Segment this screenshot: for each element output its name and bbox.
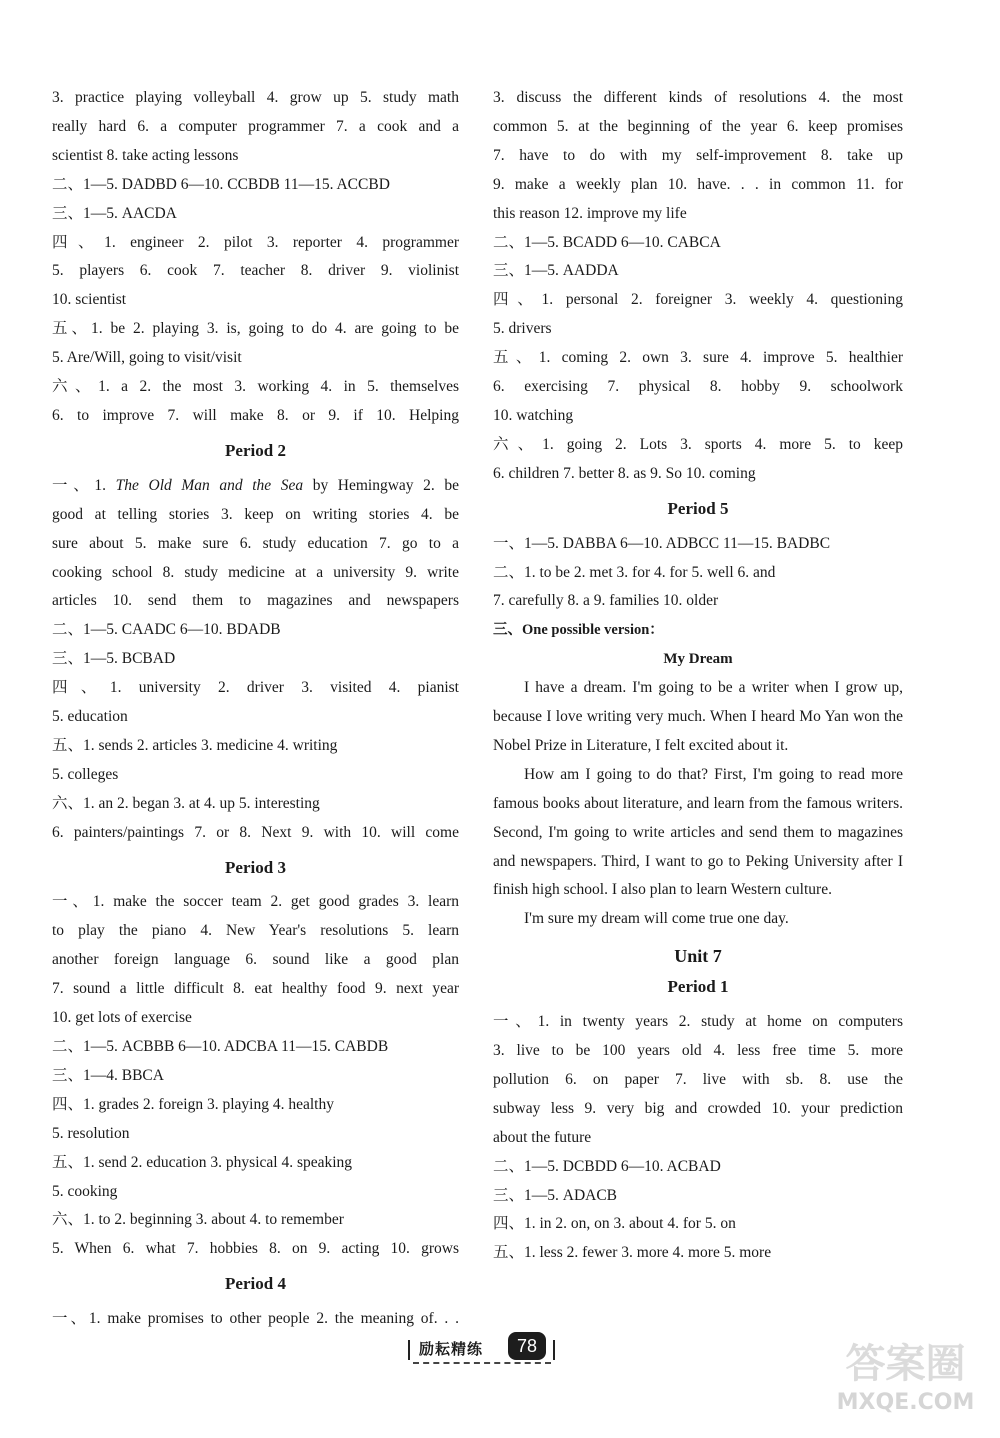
footer-dashed-rule — [413, 1362, 551, 1364]
answer-line: 四、1. in 2. on, on 3. about 4. for 5. on — [493, 1215, 736, 1233]
unit-7-heading: Unit 7 — [674, 946, 722, 967]
period-2-first-line: 一、1. The Old Man and the Sea by Hemingway 2. be — [52, 476, 459, 494]
answer-line: 5. Are/Will, going to visit/visit — [52, 349, 242, 367]
footer-brand: 励耘精练 — [419, 1340, 484, 1358]
answer-line: 3. live to be 100 years old 4. less free time 5. more — [493, 1042, 903, 1059]
essay-paragraph-2: How am I going to do that? First, I'm going to read more famous books about literature, and learn from the famous writers. Second, I'm going to write articles and send them to magazines and newspapers. Third, I want to go to Peking University after I finish high school. I also plan to learn Western culture. — [493, 765, 903, 899]
period-5-block — [493, 530, 903, 617]
watermark-cn: 答案圈 — [845, 1341, 966, 1387]
answer-line: 三、1—5. BCBAD — [52, 650, 176, 668]
answer-line: this reason 12. improve my life — [493, 204, 687, 222]
answer-line: 6. to improve 7. will make 8. or 9. if 10. Helping — [52, 406, 459, 424]
answer-line: 三、1—5. ADACB — [493, 1186, 618, 1204]
answer-line: 6. children 7. better 8. as 9. So 10. coming — [493, 464, 756, 482]
essay-paragraph-1: I have a dream. I'm going to be a writer when I grow up, because I love writing very much. When I heard Mo Yan won the Nobel Prize in Literature, I felt excited about it. — [493, 679, 903, 754]
watermark-url: MXQE.COM — [836, 1390, 975, 1415]
answer-line: 10. scientist — [52, 291, 127, 309]
answer-line: sure about 5. make sure 6. study education 7. go to a — [52, 534, 459, 552]
answer-line: 5. resolution — [52, 1124, 130, 1142]
answer-line: about the future — [493, 1128, 592, 1146]
answer-line: 5. colleges — [52, 765, 119, 783]
footer-left-bar — [408, 1340, 410, 1360]
answer-line: 二、1—5. BCADD 6—10. CABCA — [493, 233, 721, 251]
answer-line: 一、1—5. DABBA 6—10. ADBCC 11—15. BADBC — [493, 534, 831, 552]
answer-line: 四、1. grades 2. foreign 3. playing 4. healthy — [52, 1095, 334, 1113]
answer-line: 6. exercising 7. physical 8. hobby 9. schoolwork — [493, 378, 903, 396]
period-2-heading: Period 2 — [225, 440, 286, 460]
right-column — [493, 84, 903, 1268]
answer-line: 5. drivers — [493, 320, 552, 338]
answer-line: 五、1. send 2. education 3. physical 4. speaking — [52, 1153, 353, 1171]
period-3-heading: Period 3 — [225, 857, 286, 877]
answer-line: 5. When 6. what 7. hobbies 8. on 9. acting 10. grows — [52, 1240, 459, 1258]
answer-line: 二、1—5. DADBD 6—10. CCBDB 11—15. ACCBD — [52, 175, 390, 193]
period-3-block — [52, 888, 459, 1264]
answer-line: 6. painters/paintings 7. or 8. Next 9. with 10. will come — [52, 823, 459, 841]
watermark-logo — [818, 1330, 993, 1430]
left-top-block — [52, 84, 459, 431]
answer-line: 二、1—5. ACBBB 6—10. ADCBA 11—15. CABDB — [52, 1038, 389, 1055]
answer-line: 四、1. personal 2. foreigner 3. weekly 4. questioning — [493, 291, 903, 309]
answer-line: 六、1. to 2. beginning 3. about 4. to remember — [52, 1211, 344, 1229]
answer-line: subway less 9. very big and crowded 10. your prediction — [493, 1099, 903, 1117]
period-2-block — [52, 501, 459, 848]
essay-title: My Dream — [663, 651, 733, 668]
answer-line: 一、1. in twenty years 2. study at home on computers — [493, 1013, 903, 1031]
answer-line: pollution 6. on paper 7. live with sb. 8. use the — [493, 1070, 903, 1088]
answer-line: 三、1—5. AACDA — [52, 204, 177, 222]
page-footer — [405, 1322, 565, 1372]
answer-line: 六、1. going 2. Lots 3. sports 4. more 5. to keep — [493, 435, 903, 453]
book-title: The Old Man and the Sea — [115, 476, 304, 494]
left-column — [52, 84, 459, 1334]
period-5-heading: Period 5 — [667, 498, 729, 518]
answer-line: 六、1. an 2. began 3. at 4. up 5. interesting — [52, 794, 320, 812]
answer-line: 二、1—5. CAADC 6—10. BDADB — [52, 621, 281, 639]
answer-line: scientist 8. take acting lessons — [52, 146, 239, 164]
answer-line: really hard 6. a computer programmer 7. a cook and a — [52, 117, 459, 135]
answer-line: 9. make a weekly plan 10. have. . . in common 11. for — [493, 175, 903, 193]
answer-line: 五、1. be 2. playing 3. is, going to do 4. are going to be — [52, 320, 459, 338]
answer-line: 五、1. sends 2. articles 3. medicine 4. writing — [52, 736, 338, 754]
answer-line: 7. have to do with my self-improvement 8. take up — [493, 146, 903, 164]
unit-7-period-1-heading: Period 1 — [667, 977, 729, 997]
right-top-block — [493, 84, 903, 489]
answer-line: another foreign language 6. sound like a good plan — [52, 951, 459, 969]
answer-line: to play the piano 4. New Year's resolutions 5. learn — [52, 922, 459, 940]
answer-line: good at telling stories 3. keep on writing stories 4. be — [52, 505, 459, 523]
footer-right-bar — [553, 1340, 555, 1360]
answer-line: 五、1. less 2. fewer 3. more 4. more 5. more — [493, 1244, 772, 1262]
answer-line: common 5. at the beginning of the year 6. keep promises — [493, 117, 903, 135]
answer-line: 一、1. make promises to other people 2. the meaning of. . . — [52, 1310, 459, 1328]
answer-line: 三、1—4. BBCA — [52, 1066, 164, 1084]
answer-line: 5. cooking — [52, 1182, 118, 1200]
answer-line: 5. players 6. cook 7. teacher 8. driver 9. violinist — [52, 262, 459, 280]
answer-line: cooking school 8. study medicine at a university 9. write — [52, 563, 459, 581]
answer-line: 10. get lots of exercise — [52, 1009, 192, 1027]
answer-line: 5. education — [52, 708, 128, 726]
period-4-block — [52, 1305, 459, 1334]
answer-line: 3. discuss the different kinds of resolutions 4. the most — [493, 89, 903, 106]
answer-line: 7. sound a little difficult 8. eat healthy food 9. next year — [52, 980, 459, 998]
answer-line: 二、1—5. DCBDD 6—10. ACBAD — [493, 1157, 721, 1175]
answer-line: 四、1. engineer 2. pilot 3. reporter 4. programmer — [52, 233, 459, 251]
answer-line: 四、1. university 2. driver 3. visited 4. pianist — [52, 679, 459, 697]
answer-line: 二、1. to be 2. met 3. for 4. for 5. well 6. and — [493, 563, 776, 581]
version-label: 三、One possible version： — [493, 622, 664, 639]
answer-line: 六、1. a 2. the most 3. working 4. in 5. themselves — [52, 378, 459, 396]
unit-7-block — [493, 1008, 903, 1268]
period-4-heading: Period 4 — [225, 1274, 286, 1294]
answer-line: 三、1—5. AADDA — [493, 262, 619, 280]
answer-line: 一、1. make the soccer team 2. get good grades 3. learn — [52, 893, 459, 911]
answer-line: 五、1. coming 2. own 3. sure 4. improve 5. healthier — [493, 349, 903, 367]
answer-line: 3. practice playing volleyball 4. grow up 5. study math — [52, 89, 459, 106]
essay-paragraph-3: I'm sure my dream will come true one day. — [524, 910, 789, 928]
page-number-badge: 78 — [508, 1332, 546, 1360]
answer-line: 10. watching — [493, 406, 574, 424]
answer-line: 7. carefully 8. a 9. families 10. older — [493, 592, 719, 610]
answer-line: articles 10. send them to magazines and newspapers — [52, 592, 459, 610]
